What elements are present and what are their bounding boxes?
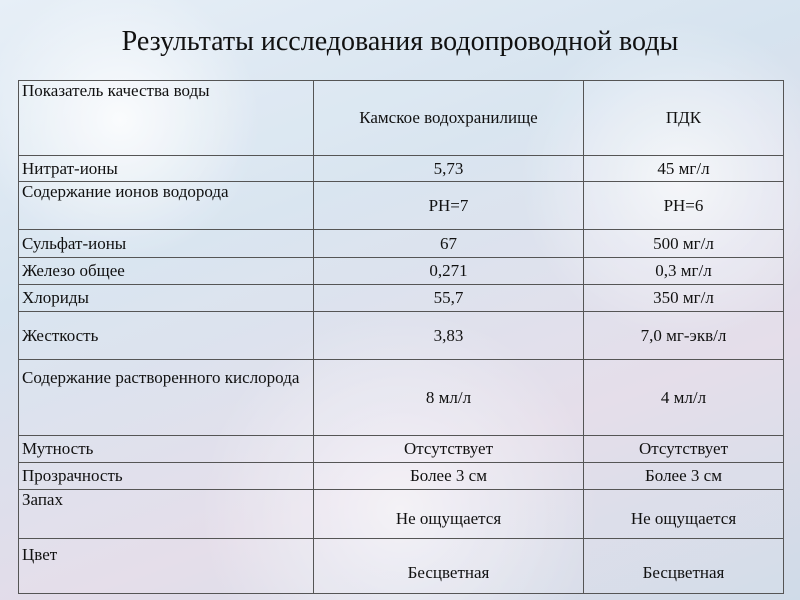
row-pdk-value: РН=6 — [584, 182, 784, 230]
column-header-pdk: ПДК — [584, 81, 784, 156]
row-parameter: Сульфат-ионы — [19, 230, 314, 258]
row-kama-value: Отсутствует — [314, 436, 584, 463]
row-pdk-value: Не ощущается — [584, 490, 784, 539]
row-kama-value: 55,7 — [314, 285, 584, 312]
row-parameter: Прозрачность — [19, 463, 314, 490]
table-row — [19, 156, 784, 182]
page-title: Результаты исследования водопроводной воды — [121, 26, 679, 57]
row-pdk-value: Отсутствует — [584, 436, 784, 463]
table-header-row — [19, 81, 784, 156]
row-parameter: Железо общее — [19, 258, 314, 285]
row-kama-value: Бесцветная — [314, 539, 584, 594]
row-pdk-value: 7,0 мг-экв/л — [584, 312, 784, 360]
column-header-kama: Камское водохранилище — [314, 81, 584, 156]
table-row — [19, 463, 784, 490]
row-pdk-value: 45 мг/л — [584, 156, 784, 182]
table-row — [19, 490, 784, 539]
row-kama-value: 3,83 — [314, 312, 584, 360]
table-row — [19, 539, 784, 594]
row-pdk-value: 0,3 мг/л — [584, 258, 784, 285]
row-parameter: Хлориды — [19, 285, 314, 312]
row-kama-value: 8 мл/л — [314, 360, 584, 436]
row-pdk-value: Бесцветная — [584, 539, 784, 594]
table-row — [19, 258, 784, 285]
row-parameter: Нитрат-ионы — [19, 156, 314, 182]
row-kama-value: 0,271 — [314, 258, 584, 285]
table-row — [19, 285, 784, 312]
table-row — [19, 230, 784, 258]
row-parameter: Запах — [19, 490, 314, 539]
table-row — [19, 182, 784, 230]
row-parameter: Мутность — [19, 436, 314, 463]
row-parameter: Содержание ионов водорода — [19, 182, 314, 230]
row-pdk-value: Более 3 см — [584, 463, 784, 490]
table-row — [19, 360, 784, 436]
row-kama-value: Не ощущается — [314, 490, 584, 539]
table-row — [19, 436, 784, 463]
column-header-parameter: Показатель качества воды — [19, 81, 314, 156]
table-row — [19, 312, 784, 360]
row-pdk-value: 350 мг/л — [584, 285, 784, 312]
row-parameter: Цвет — [19, 539, 314, 594]
row-parameter: Содержание растворенного кислорода — [19, 360, 314, 436]
row-kama-value: РН=7 — [314, 182, 584, 230]
row-kama-value: 67 — [314, 230, 584, 258]
row-parameter: Жесткость — [19, 312, 314, 360]
water-quality-table — [18, 80, 784, 594]
row-kama-value: Более 3 см — [314, 463, 584, 490]
row-kama-value: 5,73 — [314, 156, 584, 182]
row-pdk-value: 4 мл/л — [584, 360, 784, 436]
row-pdk-value: 500 мг/л — [584, 230, 784, 258]
